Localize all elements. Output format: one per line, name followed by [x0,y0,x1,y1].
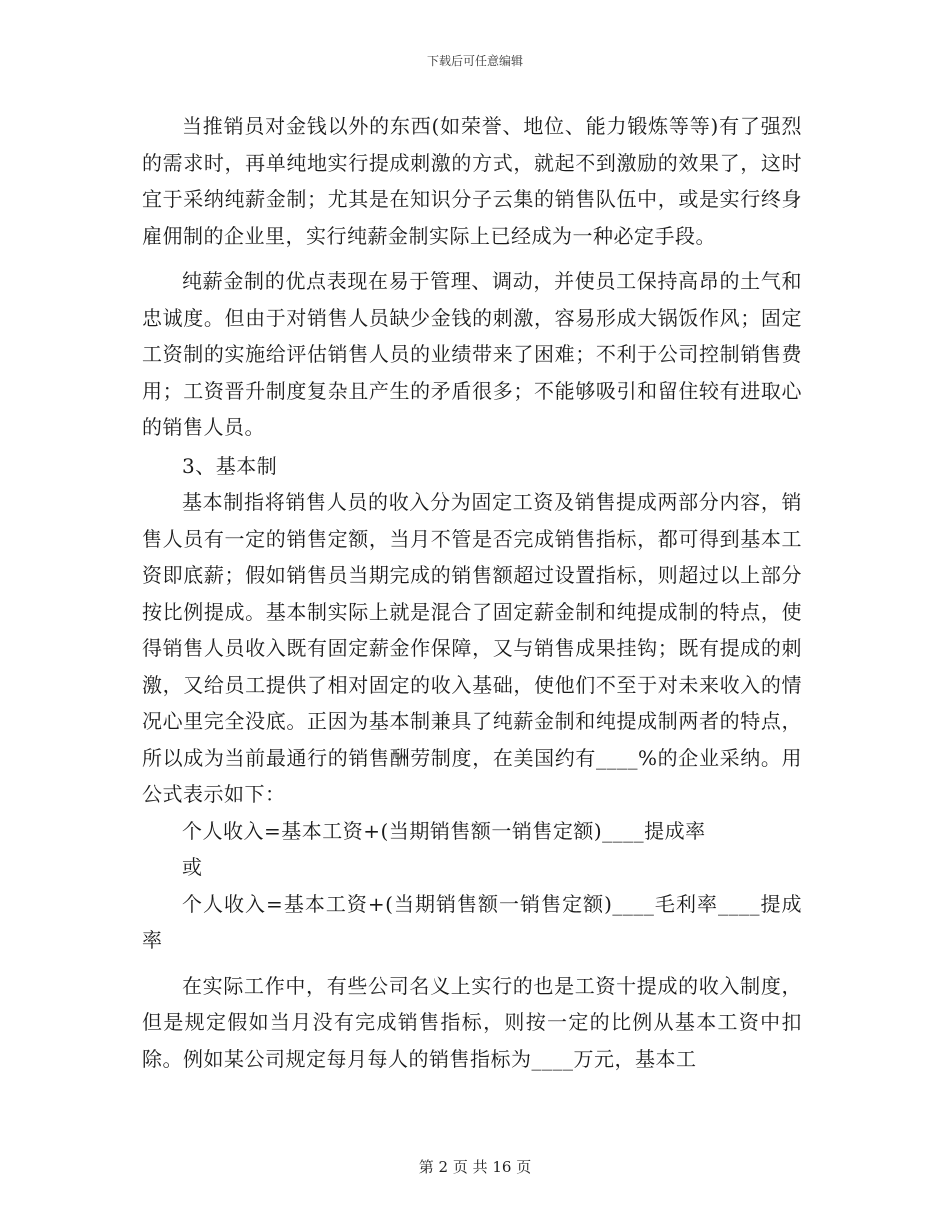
page-header-note: 下载后可任意编辑 [426,54,523,68]
section-heading-basic-system: 3、基本制 [182,453,278,478]
paragraph-basic-system: 基本制指将销售人员的收入分为固定工资及销售提成两部分内容，销售人员有一定的销售定额，当月不管是否完成销售指标，都可得到基本工资即底薪；假如销售员当期完成的销售额超过设置指标，则超过以上部分按比例提成。基本制实际上就是混合了固定薪金制和纯提成制的特点，使得销售人员收入既有固定薪金作保障，又与销售成果挂钩；既有提成的刺激，又给员工提供了相对固定的收入基础，使他们不至于对未来收入的情况心里完全没底。正因为基本制兼具了纯薪金制和纯提成制两者的特点，所以成为当前最通行的销售酬劳制度，在美国约有____%的企业采纳。用公式表示如下： [142,490,802,806]
formula-or: 或 [182,855,203,879]
paragraph-practice: 在实际工作中，有些公司名义上实行的也是工资十提成的收入制度，但是规定假如当月没有完成销售指标，则按一定的比例从基本工资中扣除。例如某公司规定每月每人的销售指标为____万元，基本工 [142,973,802,1071]
paragraph-salary-pros-cons: 纯薪金制的优点表现在易于管理、调动，并使员工保持高昂的土气和忠诚度。但由于对销售人员缺少金钱的刺激，容易形成大锅饭作风；固定工资制的实施给评估销售人员的业绩带来了困难；不利于公司控制销售费用；工资晋升制度复杂且产生的矛盾很多；不能够吸引和留住较有进取心的销售人员。 [142,269,802,439]
page-number: 第 2 页 共 16 页 [418,1158,532,1176]
paragraph-salary-needs: 当推销员对金钱以外的东西(如荣誉、地位、能力锻炼等等)有了强烈的需求时，再单纯地实行提成刺激的方式，就起不到激励的效果了，这时宜于采纳纯薪金制；尤其是在知识分子云集的销售队伍中，或是实行终身雇佣制的企业里，实行纯薪金制实际上已经成为一种必定手段。 [142,114,802,248]
formula-line-2: 个人收入=基本工资+(当期销售额一销售定额)____毛利率____提成率 [142,891,802,952]
document-body [142,108,802,1077]
formula-line-1: 个人收入=基本工资+(当期销售额一销售定额)____提成率 [182,818,706,843]
